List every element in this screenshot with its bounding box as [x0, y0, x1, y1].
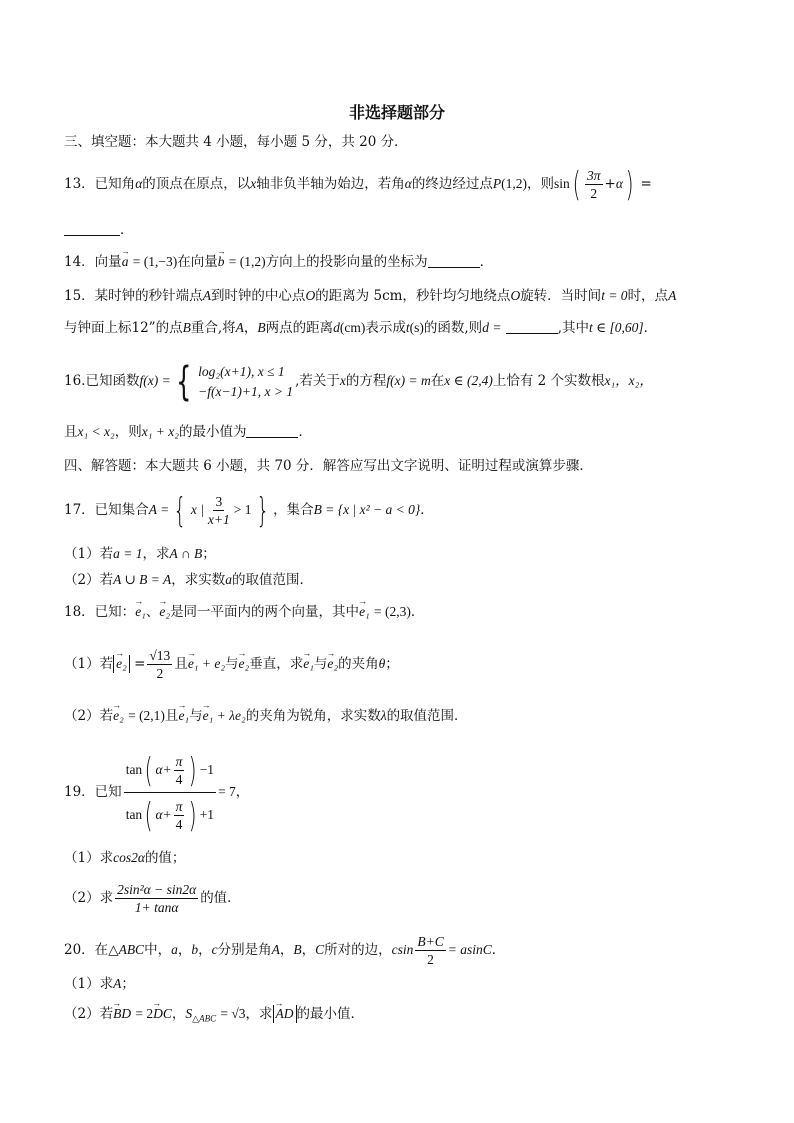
question-19-part-1: （1）求cos2α的值； [64, 850, 186, 866]
question-18: 18．已知：→ e₁、→ e₂是同一平面内的两个向量，其中→ e₁ = (2,3)． [64, 602, 424, 622]
question-13: 13．已知角α的顶点在原点，以x轴非负半轴为始边，若角α的终边经过点P(1,2)，则sin( $\frac{3\pi}{2}$ +α) = [64, 164, 652, 205]
question-14: 14．向量→ a = (1,−3)在向量→ b = (1,2)方向上的投影向量的坐标为 ． [64, 252, 493, 272]
question-13-answer-line: ． [64, 220, 134, 240]
question-18-part-1: （1）若→ e₂ = $\frac{√13}{2}$ 且→ e₁ + e₂与→ e₂垂直，求→ e₁与→ e₂的夹角θ； [64, 644, 399, 684]
piecewise-function: log₂(x+1), x ≤ 1 −f(x−1)+1, x > 1 [198, 363, 294, 399]
fraction: $\frac{3\pi}{2}$ [587, 168, 601, 201]
question-19: 19．已知 tan( α+ $\frac{\pi}{4}$ ) −1 tan( α+ $\frac{\pi}{4}$ ) +1 = 7， [64, 742, 249, 842]
question-16-line-1: 16.已知函数f(x) = { log₂(x+1), x ≤ 1 −f(x−1)+1, x > 1 ,若关于x的方程f(x) = m在x ∈ (2,4)上恰有 2 个实数根x₁，x₂， [64, 358, 653, 405]
question-19-part-2: （2）求 $\frac{\text{2sin²α − sin2α}}{1+ \tan\alpha}$ 的值． [64, 882, 241, 915]
answer-blank[interactable] [64, 235, 120, 236]
question-18-part-2: （2）若→ e₂ = (2,1)且→ e₁与→ e₁ + λe₂的夹角为锐角，求实数λ的取值范围． [64, 706, 468, 726]
answer-blank[interactable] [428, 267, 480, 268]
section-4-heading: 四、解答题：本大题共 6 小题，共 70 分．解答应写出文字说明、证明过程或演算步骤． [64, 458, 593, 474]
fraction: $\frac{√13}{2}$ [149, 648, 171, 681]
question-17: 17．已知集合A = { x | $\frac{3}{x+1}$ > 1 } ，集合B = {x | x² − a < 0}． [64, 490, 434, 531]
question-15-line-1: 15．某时钟的秒针端点A到时钟的中心点O的距离为 5cm，秒针均匀地绕点O旋转．当时间t = 0时，点A [64, 288, 677, 304]
answer-blank[interactable] [246, 437, 298, 438]
fraction: $\frac{3}{x+1}$ [207, 494, 230, 527]
question-17-part-1: （1）若a = 1，求A ∩ B； [64, 546, 216, 562]
question-16-line-2: 且x₁ < x₂，则x₁ + x₂的最小值为 ． [64, 424, 312, 440]
fraction: $\frac{\text{2sin²α − sin2α}}{1+ \tan\alpha}$ [117, 882, 197, 915]
section-3-heading: 三、填空题：本大题共 4 小题，每小题 5 分，共 20 分． [64, 134, 408, 150]
question-15-line-2: 与钟面上标12”的点B重合,将A，B两点的距离d(cm)表示成t(s)的函数,则d = ,其中t ∈ [0,60]． [64, 320, 658, 336]
big-fraction: tan( α+ $\frac{\pi}{4}$ ) −1 tan( α+ $\frac{\pi}{4}$ ) +1 [124, 748, 216, 837]
fraction: $\frac{B+C}{2}$ [417, 934, 444, 967]
question-20-part-2: （2）若→ BD = 2→ DC，$S_{\triangle ABC} = √3$，求→ AD 的最小值． [64, 1004, 364, 1029]
question-20: 20．在△ABC中，a，b，c分别是角A，B，C所对的边，csin $\frac{B+C}{2}$ = asinC． [64, 934, 506, 967]
question-20-part-1: （1）求A； [64, 976, 135, 992]
answer-blank[interactable] [506, 333, 558, 334]
question-17-part-2: （2）若A ∪ B = A，求实数a的取值范围． [64, 572, 314, 588]
page-title: 非选择题部分 [348, 103, 445, 122]
